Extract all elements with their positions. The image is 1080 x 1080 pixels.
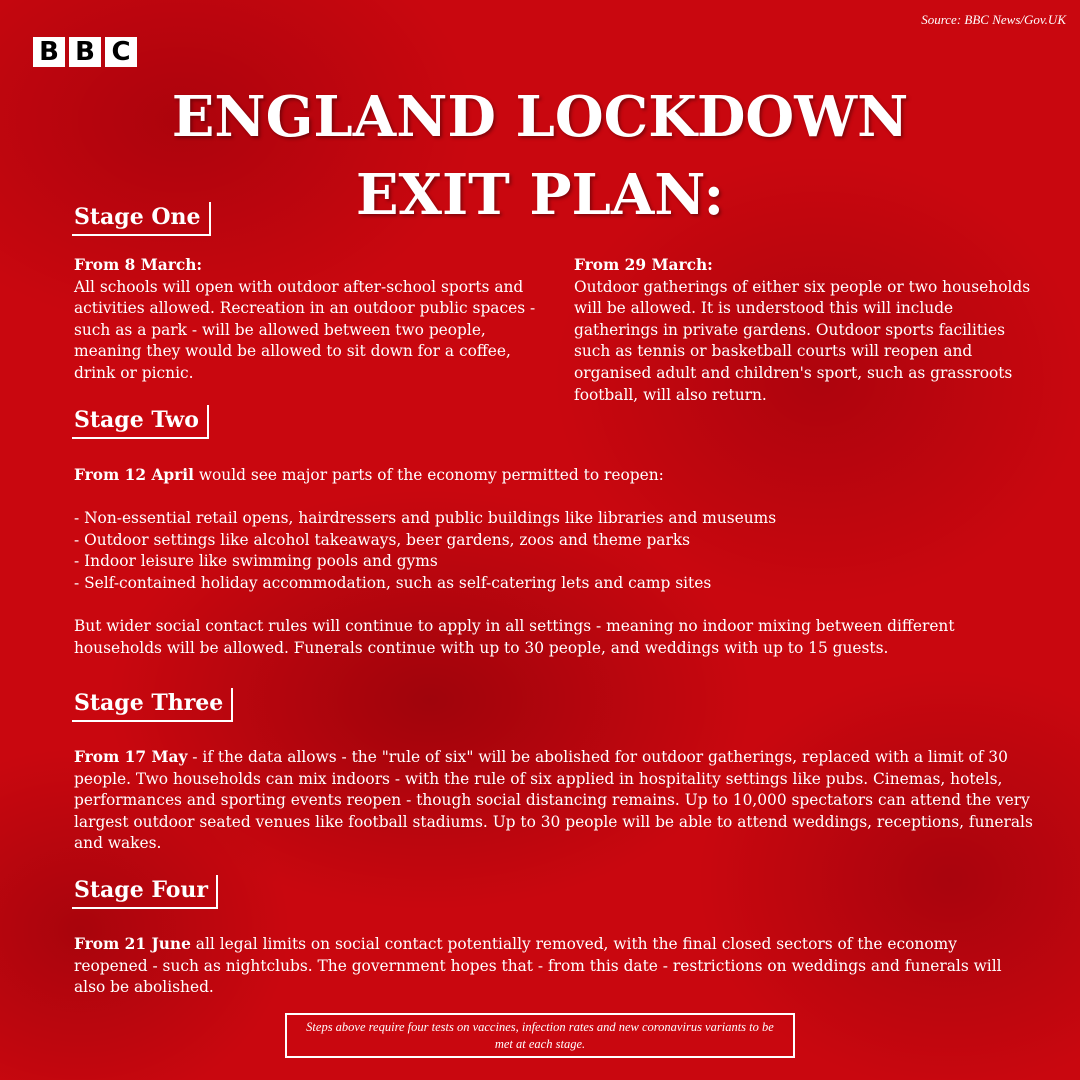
stage-two-intro-text: would see major parts of the economy permitted to reopen: [193, 466, 664, 484]
stage-two-intro [74, 465, 1034, 487]
stage-four-heading: Stage Four [72, 875, 218, 909]
bbc-logo-letter: B [33, 37, 65, 67]
stage-three-heading: Stage Three [72, 688, 233, 722]
stage-two-body [74, 465, 1034, 659]
stage-one-left-text: All schools will open with outdoor after-school sports and activities allowed. Recreation in an outdoor public spaces - such as a park - will be allowed between two people, meaning they would be allowed to sit down for a coffee, drink or picnic. [74, 277, 536, 382]
list-item: - Non-essential retail opens, hairdressers and public buildings like libraries and museums [74, 509, 777, 528]
stage-two-list [74, 508, 1034, 594]
bbc-logo-letter: C [105, 37, 137, 67]
stage-two-closing: But wider social contact rules will continue to apply in all settings - meaning no indoor mixing between different households will be allowed. Funerals continue with up to 30 people, and weddings with up to 15 guests. [74, 617, 955, 657]
stage-one-heading: Stage One [72, 202, 211, 236]
list-item: - Self-contained holiday accommodation, such as self-catering lets and camp sites [74, 573, 712, 592]
stage-two-date: From 12 April [74, 466, 194, 484]
stage-three-body [74, 747, 1034, 855]
stage-two-heading: Stage Two [72, 405, 209, 439]
source-credit: Source: BBC News/Gov.UK [921, 12, 1066, 27]
list-item: - Outdoor settings like alcohol takeaways, beer gardens, zoos and theme parks [74, 530, 691, 549]
stage-four-body [74, 934, 1034, 999]
title-line-1: ENGLAND LOCKDOWN [171, 84, 909, 150]
bbc-logo-letter: B [69, 37, 101, 67]
list-item: - Indoor leisure like swimming pools and gyms [74, 552, 438, 571]
stage-one-right-column [574, 255, 1034, 406]
stage-one-right-text: Outdoor gatherings of either six people or two households will be allowed. It is understood this will include gatherings in private gardens. Outdoor sports facilities such as tennis or basketball courts will reopen and organised adult and children's sport, such as grassroots football, will also return. [574, 277, 1031, 404]
stage-four-date: From 21 June [74, 935, 191, 953]
bbc-logo [33, 37, 137, 67]
stage-one-left-column [74, 255, 544, 385]
stage-three-text: - if the data allows - the "rule of six" will be abolished for outdoor gatherings, replaced with a limit of 30 people. Two households can mix indoors - with the rule of six applied in hospitality settings like pubs. Cinemas, hotels, performances and sporting events reopen - though social distancing remains. Up to 10,000 spectators can attend the very largest outdoor seated venues like football stadiums. Up to 30 people will be able to attend weddings, receptions, funerals and wakes. [74, 748, 1033, 853]
footer-note: Steps above require four tests on vaccines, infection rates and new coronavirus variants to be met at each stage. [285, 1013, 795, 1058]
stage-one-left-date: From 8 March: [74, 256, 203, 274]
stage-one-right-date: From 29 March: [574, 256, 713, 274]
title-line-2: EXIT PLAN: [355, 162, 725, 228]
stage-four-text: all legal limits on social contact potentially removed, with the final closed sectors of the economy reopened - such as nightclubs. The government hopes that - from this date - restrictions on weddings and funerals will also be abolished. [74, 935, 1002, 997]
stage-three-date: From 17 May [74, 748, 188, 766]
